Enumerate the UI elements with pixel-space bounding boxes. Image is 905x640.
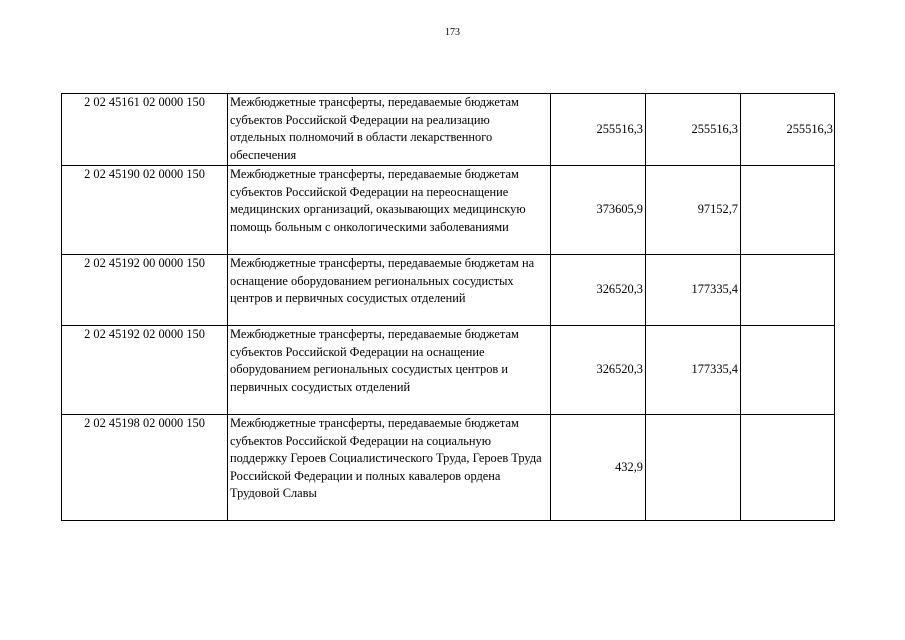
amount-col-1: 326520,3	[551, 326, 646, 415]
amount-col-2: 177335,4	[646, 255, 741, 326]
amount-col-2: 97152,7	[646, 166, 741, 255]
amount-col-3	[741, 326, 835, 415]
table-row	[62, 326, 835, 415]
amount-col-3	[741, 415, 835, 521]
amount-col-2: 255516,3	[646, 94, 741, 166]
transfer-description: Межбюджетные трансферты, передаваемые бюджетам на оснащение оборудованием региональных сосудистых центров и первичных сосудистых отделений	[228, 255, 551, 326]
page-number: 173	[445, 27, 460, 38]
transfer-description: Межбюджетные трансферты, передаваемые бюджетам субъектов Российской Федерации на переоснащение медицинских организаций, оказывающих медицинскую помощь больным с онкологическими заболеваниями	[228, 166, 551, 255]
budget-code: 2 02 45161 02 0000 150	[62, 94, 228, 166]
amount-col-3: 255516,3	[741, 94, 835, 166]
transfer-description: Межбюджетные трансферты, передаваемые бюджетам субъектов Российской Федерации на реализацию отдельных полномочий в области лекарственного обеспечения	[228, 94, 551, 166]
amount-col-2: 177335,4	[646, 326, 741, 415]
budget-code: 2 02 45190 02 0000 150	[62, 166, 228, 255]
table-row	[62, 255, 835, 326]
amount-col-1: 255516,3	[551, 94, 646, 166]
amount-col-1: 432,9	[551, 415, 646, 521]
transfer-description: Межбюджетные трансферты, передаваемые бюджетам субъектов Российской Федерации на оснащение оборудованием региональных сосудистых центров и первичных сосудистых отделений	[228, 326, 551, 415]
amount-col-3	[741, 166, 835, 255]
budget-code: 2 02 45192 02 0000 150	[62, 326, 228, 415]
amount-col-1: 326520,3	[551, 255, 646, 326]
budget-code: 2 02 45198 02 0000 150	[62, 415, 228, 521]
amount-col-2	[646, 415, 741, 521]
transfer-description: Межбюджетные трансферты, передаваемые бюджетам субъектов Российской Федерации на социальную поддержку Героев Социалистического Труда, Героев Труда Российской Федерации и полных кавалеров ордена Трудовой Славы	[228, 415, 551, 521]
budget-table	[61, 93, 835, 521]
table-row	[62, 94, 835, 166]
table-row	[62, 415, 835, 521]
amount-col-3	[741, 255, 835, 326]
table-row	[62, 166, 835, 255]
amount-col-1: 373605,9	[551, 166, 646, 255]
budget-code: 2 02 45192 00 0000 150	[62, 255, 228, 326]
